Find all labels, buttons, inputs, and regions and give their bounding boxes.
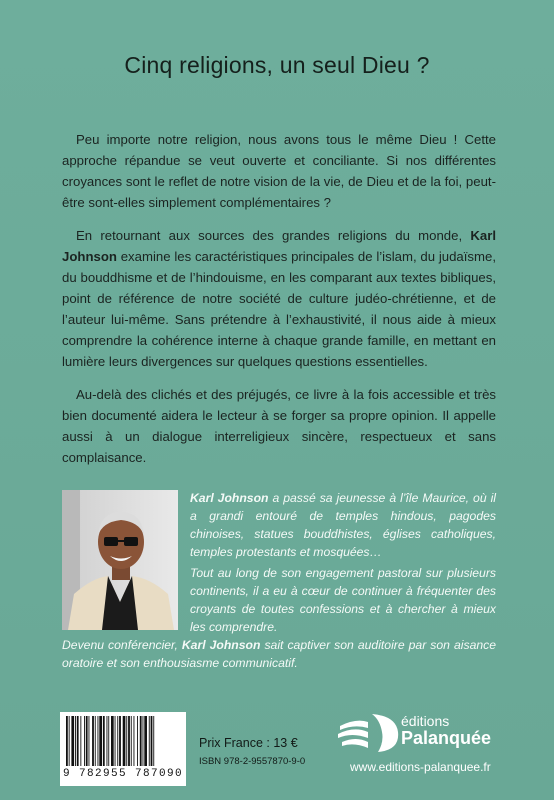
bio-paragraph-2: Tout au long de son engagement pastoral sur plusieurs continents, il a eu à cœur de continuer à fréquenter des croyants de toutes confessions et à chercher à mieux les comprendre.: [190, 566, 496, 634]
barcode-bar: [128, 716, 130, 766]
barcode-bar: [80, 716, 81, 766]
blurb-author-name: Karl Johnson: [62, 228, 496, 264]
barcode: [60, 712, 186, 786]
author-photo: [62, 490, 178, 630]
barcode-bar: [140, 716, 142, 766]
barcode-bar: [77, 716, 79, 766]
barcode-bar: [103, 716, 105, 766]
bio-p3-intro: Devenu conférencier,: [62, 638, 182, 652]
barcode-bar: [86, 716, 88, 766]
barcode-bar: [107, 716, 108, 766]
bio-paragraph-1: [190, 489, 496, 561]
bio-paragraph-3: [62, 636, 496, 672]
publisher-website[interactable]: www.editions-palanquee.fr: [350, 760, 491, 774]
bio-author-name: Karl Johnson: [190, 491, 269, 505]
barcode-bar: [99, 716, 102, 766]
blurb-paragraph-1: Peu importe notre religion, nous avons tous le même Dieu ! Cette approche répandue se veut ouverte et conciliante. Si nos différentes croyances sont le reflet de notre vision de la vie, de Dieu et de la foi, peut-être sont-elles simplement complémentaires ?: [62, 132, 496, 210]
barcode-bar: [153, 716, 154, 766]
barcode-bar: [126, 716, 127, 766]
author-portrait-illustration: [62, 490, 178, 630]
barcode-bar: [75, 716, 76, 766]
blurb: [62, 129, 496, 480]
barcode-bar: [149, 716, 150, 766]
barcode-bar: [71, 716, 74, 766]
barcode-number: 9 782955 787090: [62, 768, 184, 780]
blurb-p2-intro: En retournant aux sources des grandes religions du monde,: [76, 228, 471, 243]
book-title: Cinq religions, un seul Dieu ?: [124, 52, 430, 78]
bio-author-name-2: Karl Johnson: [181, 638, 261, 652]
publisher-name-line2: Palanquée: [401, 728, 492, 748]
barcode-bar: [92, 716, 94, 766]
bio-p1-rest: a passé sa jeunesse à l’île Maurice, où il a grandi entouré de temples hindous, pagodes chinoises, statues bouddhistes, églises catholiques, temples protestants et mosquées…: [190, 491, 497, 559]
bio-p3-rest: sait captiver son auditoire par son aisance oratoire et son enthousiasme communicatif.: [62, 638, 497, 670]
barcode-bar: [131, 716, 132, 766]
barcode-bar: [151, 716, 153, 766]
barcode-bar: [137, 716, 138, 766]
barcode-bar: [69, 716, 70, 766]
barcode-bar: [95, 716, 96, 766]
barcode-bar: [143, 716, 144, 766]
barcode-bar: [89, 716, 90, 766]
price: Prix France : 13 €: [199, 736, 298, 750]
barcode-bar: [134, 716, 135, 766]
blurb-p2-rest: examine les caractéristiques principales de l’islam, du judaïsme, du bouddhisme et de l’hindouisme, en les comparant aux textes bibliques, point de référence de notre société de culture judéo-chrétienne, et de l’auteur lui-même. Sans prétendre à l’exhaustivité, il nous aide à mieux comprendre la cohérence interne à chaque grande famille, en mettant en lumière leurs divergences sur quelques questions essentielles.: [62, 249, 496, 369]
barcode-bar: [123, 716, 126, 766]
barcode-bar: [117, 716, 118, 766]
barcode-icon: [66, 716, 180, 768]
barcode-bar: [84, 716, 85, 766]
barcode-bar: [115, 716, 116, 766]
barcode-bar: [144, 716, 147, 766]
isbn: ISBN 978-2-9557870-9-0: [199, 756, 306, 767]
blurb-paragraph-2: [62, 225, 496, 372]
palanquee-logo-icon: [338, 706, 402, 754]
blurb-paragraph-3: Au-delà des clichés et des préjugés, ce livre à la fois accessible et très bien documenté aidera le lecteur à se forger sa propre opinion. Il appelle aussi à un dialogue interreligieux sincère, respectueux et sans complaisance.: [62, 387, 496, 465]
barcode-bar: [66, 716, 68, 766]
barcode-bar: [108, 716, 109, 766]
barcode-bar: [119, 716, 121, 766]
barcode-bar: [111, 716, 114, 766]
barcode-bar: [98, 716, 99, 766]
publisher-name-line1: éditions: [401, 713, 450, 729]
